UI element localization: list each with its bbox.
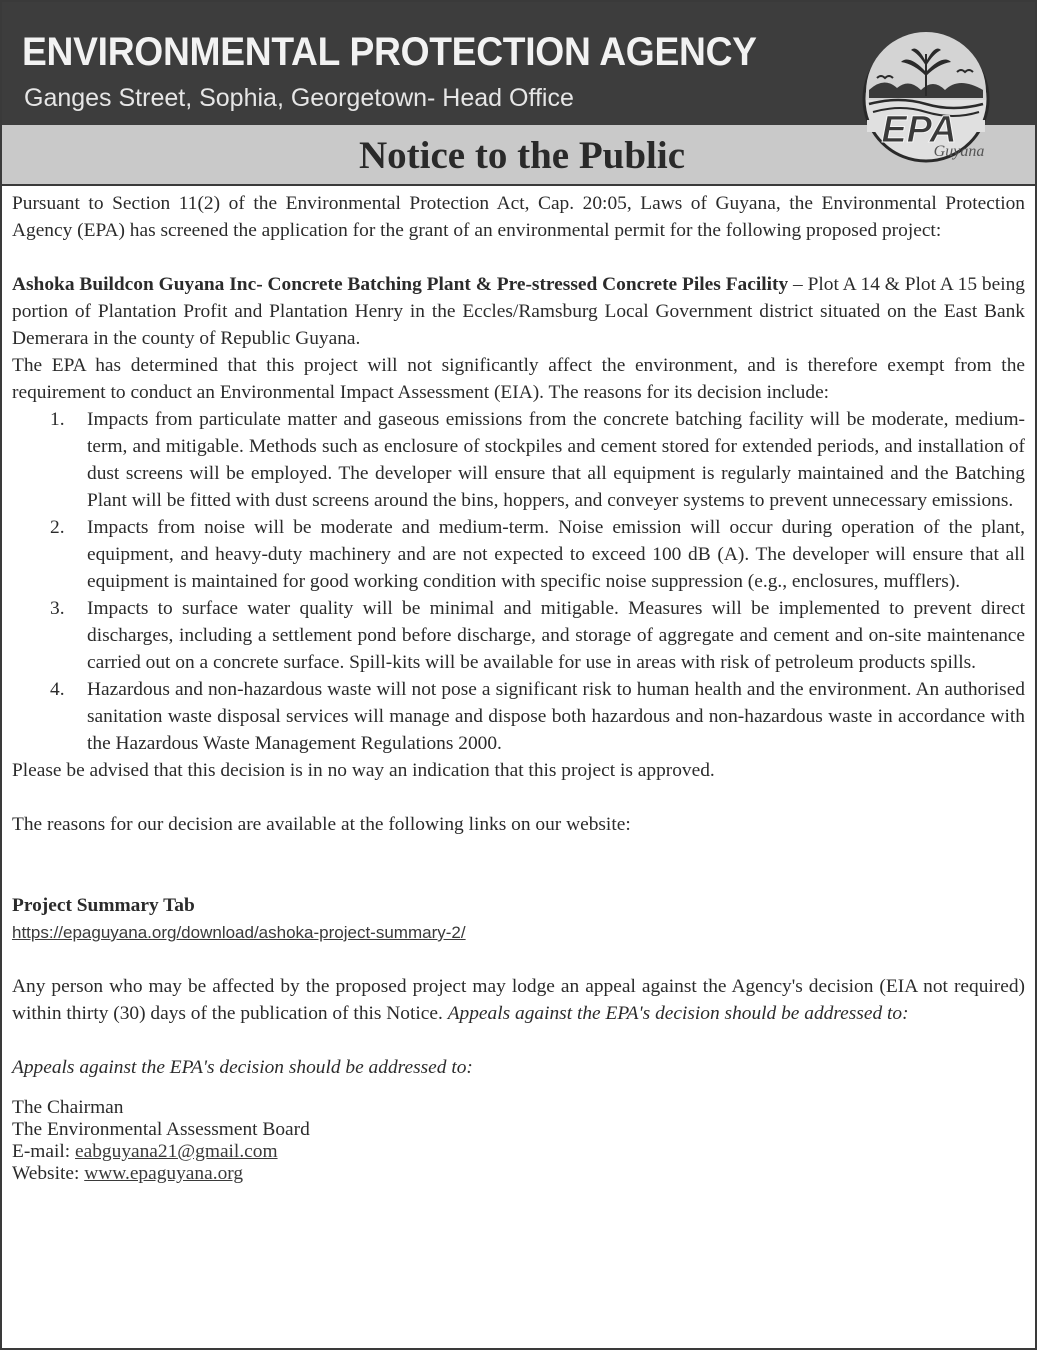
- advisory-paragraph: Please be advised that this decision is in no way an indication that this project is approved.: [12, 760, 715, 781]
- svg-text:Guyana: Guyana: [933, 143, 985, 160]
- contact-block: [12, 1097, 1025, 1185]
- list-number: 1.: [50, 409, 65, 430]
- list-number: 4.: [50, 679, 65, 700]
- links-intro: The reasons for our decision are available at the following links on our website:: [12, 814, 631, 835]
- email-label: E-mail:: [12, 1141, 76, 1162]
- notice-body: [12, 190, 1025, 1185]
- list-item: [12, 514, 1025, 595]
- agency-name: ENVIRONMENTAL PROTECTION AGENCY: [22, 30, 757, 74]
- notice-title: Notice to the Public: [358, 134, 685, 177]
- list-text: Impacts from particulate matter and gaseous emissions from the concrete batching facility will be moderate, medium-term, and mitigable. Methods such as enclosure of stockpiles and cement stored for extended periods, and installation of dust screens will be employed. The developer will ensure that all equipment is regularly maintained and the Batching Plant will be fitted with dust screens around the bins, hoppers, and conveyer systems to prevent unnecessary emissions.: [87, 409, 1025, 511]
- contact-email-row: [12, 1141, 1025, 1163]
- epa-guyana-logo-icon: [859, 32, 993, 166]
- project-location: – Plot A 14 & Plot A 15 being portion of Plantation Profit and Plantation Henry in the Eccles/Ramsburg Local Government district situated on the East Bank Demerara in the county of Republic Guyana.: [12, 274, 1025, 349]
- list-item: [12, 595, 1025, 676]
- appeal-repeat: Appeals against the EPA's decision should be addressed to:: [12, 1057, 473, 1078]
- agency-address: Ganges Street, Sophia, Georgetown- Head Office: [24, 84, 574, 112]
- list-text: Hazardous and non-hazardous waste will not pose a significant risk to human health and the environment. An authorised sanitation waste disposal services will manage and dispose both hazardous and non-hazardous waste in accordance with the Hazardous Waste Management Regulations 2000.: [87, 679, 1025, 754]
- contact-website-row: [12, 1163, 1025, 1185]
- project-name: Ashoka Buildcon Guyana Inc- Concrete Batching Plant & Pre-stressed Concrete Piles Facility: [12, 274, 789, 295]
- list-text: Impacts to surface water quality will be minimal and mitigable. Measures will be implemented to prevent direct discharges, including a settlement pond before discharge, and storage of aggregate and cement and on-site maintenance carried out on a concrete surface. Spill-kits will be available for use in areas with risk of petroleum products spills.: [87, 598, 1025, 673]
- list-number: 3.: [50, 598, 65, 619]
- appeal-italic: Appeals against the EPA's decision should be addressed to:: [447, 1003, 909, 1024]
- website-label: Website:: [12, 1163, 85, 1184]
- summary-heading: Project Summary Tab: [12, 895, 195, 916]
- contact-board: The Environmental Assessment Board: [12, 1119, 310, 1140]
- intro-paragraph: Pursuant to Section 11(2) of the Environmental Protection Act, Cap. 20:05, Laws of Guyana, the Environmental Protection Agency (EPA) has screened the application for the grant of an environmental permit for the following proposed project:: [12, 193, 1025, 241]
- website-link[interactable]: www.epaguyana.org: [84, 1163, 244, 1184]
- project-summary-link[interactable]: https://epaguyana.org/download/ashoka-project-summary-2/: [12, 923, 466, 942]
- svg-text:EPA: EPA: [881, 109, 957, 151]
- appeal-paragraph: [12, 973, 1025, 1027]
- list-text: Impacts from noise will be moderate and medium-term. Noise emission will occur during operation of the plant, equipment, and heavy-duty machinery and are not expected to exceed 100 dB (A). The developer will ensure that all equipment is maintained for good working condition with specific noise suppression (e.g., enclosures, mufflers).: [87, 517, 1025, 592]
- list-number: 2.: [50, 517, 65, 538]
- list-item: [12, 676, 1025, 757]
- project-paragraph: [12, 271, 1025, 352]
- contact-title: The Chairman: [12, 1097, 124, 1118]
- email-link[interactable]: eabguyana21@gmail.com: [75, 1141, 278, 1162]
- appeal-text: Any person who may be affected by the proposed project may lodge an appeal against the Agency's decision (EIA not required) within thirty (30) days of the publication of this Notice.: [12, 976, 1025, 1024]
- list-item: [12, 406, 1025, 514]
- determination-paragraph: The EPA has determined that this project will not significantly affect the environment, and is therefore exempt from the requirement to conduct an Environmental Impact Assessment (EIA). The reasons for its decision include:: [12, 355, 1025, 403]
- reasons-list: [12, 406, 1025, 757]
